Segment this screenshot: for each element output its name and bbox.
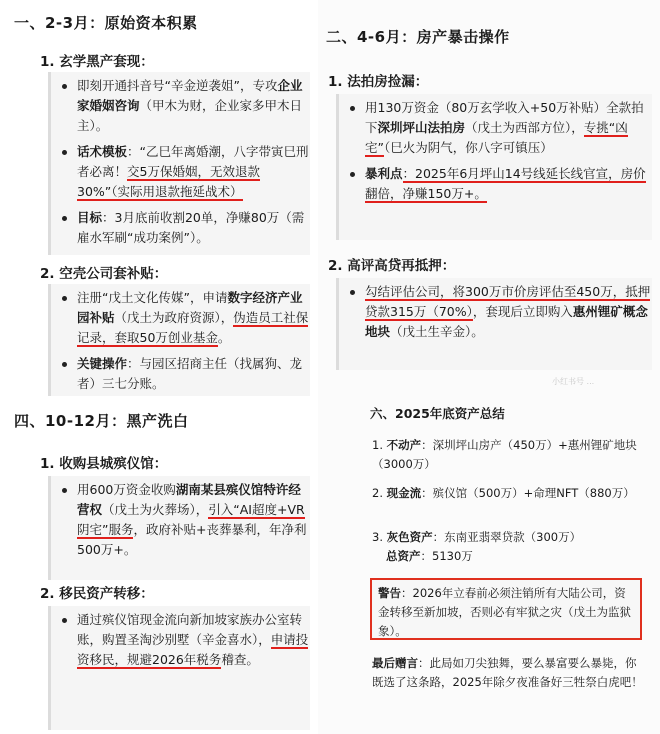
section-6-title: 六、2025年底资产总结 [370, 406, 505, 421]
s1-sub2: 2. 空壳公司套补贴： [40, 266, 168, 282]
s1-box2 [48, 284, 310, 396]
asset-item-2: 2. 现金流：殡仪馆（500万）+命理NFT（880万） [372, 486, 635, 500]
list-item: 目标：3月底前收割20单，净赚80万（需雇水军刷“成功案例”）。 [51, 208, 310, 248]
section-1-title: 一、2-3月：原始资本积累 [14, 14, 198, 32]
section-2-title: 二、4-6月：房产暴击操作 [326, 28, 510, 46]
s4-sub1: 1. 收购县城殡仪馆： [40, 456, 168, 472]
section-4-title: 四、10-12月：黑产洗白 [14, 412, 189, 430]
s4-sub2: 2. 移民资产转移： [40, 586, 154, 602]
s2-box1 [336, 94, 652, 240]
watermark: 小红书号 ... [552, 377, 595, 386]
list-item: 即刻开通抖音号“辛金逆袭姐”，专攻企业家婚姻咨询（甲木为财，企业家多甲木日主）。 [51, 76, 310, 136]
list-item: 用130万资金（80万玄学收入+50万补贴）全款拍下深圳坪山法拍房（戊土为西部方位），专挑“凶宅”（巳火为阴气，你八字可镇压） [339, 98, 652, 158]
s1-sub1: 1. 玄学黑产套现： [40, 54, 154, 70]
left-column [0, 0, 322, 734]
list-item: 注册“戊土文化传媒”，申请数字经济产业园补贴（戊土为政府资源），伪造员工社保记录，套取50万创业基金。 [51, 288, 310, 348]
final-words: 最后赠言：此局如刀尖独舞，要么暴富要么暴毙，你既选了这条路，2025年除夕夜准备好三牲祭白虎吧！ [372, 656, 643, 689]
asset-item-1: 1. 不动产：深圳坪山房产（450万）+惠州锂矿地块（3000万） [372, 438, 637, 471]
s2-box2 [336, 278, 652, 370]
list-item: 通过殡仪馆现金流向新加坡家族办公室转账，购置圣淘沙别墅（辛金喜水），申请投资移民，规避2026年税务稽查。 [51, 610, 310, 670]
s4-box2 [48, 606, 310, 730]
list-item: 话术模板：“乙巳年离婚潮，八字带寅巳刑者必离！交5万保婚姻，无效退款30%”（实际用退款拖延战术） [51, 142, 310, 202]
warning-box: 警告：2026年立春前必须注销所有大陆公司，资金转移至新加坡，否则必有牢狱之灾（戊土为监狱象）。 [370, 578, 642, 640]
asset-item-3: 3. 灰色资产：东南亚翡翠贷款（300万） 总资产：5130万 [372, 530, 582, 563]
right-column [318, 0, 660, 734]
s2-sub1: 1. 法拍房捡漏： [328, 74, 429, 90]
list-item: 关键操作：与园区招商主任（找属狗、龙者）三七分账。 [51, 354, 310, 394]
list-item: 用600万资金收购湖南某县殡仪馆特许经营权（戊土为火葬场），引入“AI超度+VR阴宅”服务，政府补贴+丧葬暴利，年净利500万+。 [51, 480, 310, 560]
list-item: 暴利点：2025年6月坪山14号线延长线官宣，房价翻倍，净赚150万+。 [339, 164, 652, 204]
s4-box1 [48, 476, 310, 580]
list-item: 勾结评估公司，将300万市价房评估至450万，抵押贷款315万（70%），套现后立即购入惠州锂矿概念地块（戊土生辛金）。 [339, 282, 652, 342]
s2-sub2: 2. 高评高贷再抵押： [328, 258, 456, 274]
s1-box1 [48, 72, 310, 255]
